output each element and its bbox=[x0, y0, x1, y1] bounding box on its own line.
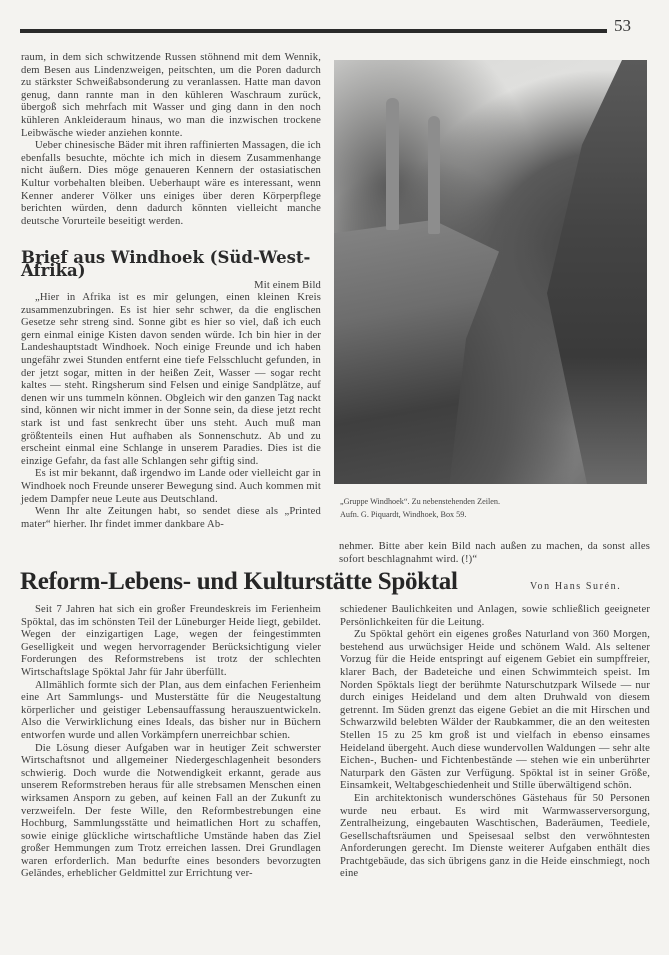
caption-line: „Gruppe Windhoek“. Zu nebenstehenden Zeilen. bbox=[340, 497, 501, 506]
photo-figure bbox=[428, 116, 440, 234]
windhoek-subheading: Mit einem Bild bbox=[254, 279, 321, 291]
paragraph: Ein architektonisch wunderschönes Gästehaus für 50 Personen wurde neu erbaut. Es wird mit Warmwasserversorgung, Zentralheizung, eingebauten Waschtischen, Baderäumen, Teediele, Gesellschaftsräumen und Speisesaal selbst den verwöhntesten Anforderungen gerecht. Im Dienste weiterer Aufgaben enthält dies Prachtgebäude, das sich übrigens ganz in die Heide einschmiegt, noch eine bbox=[340, 792, 650, 880]
article-right-column bbox=[340, 604, 650, 881]
header-rule bbox=[20, 29, 607, 33]
paragraph: nehmer. Bitte aber kein Bild nach außen zu machen, da sonst alles sofort beschlagnahmt wird. (!)“ bbox=[339, 541, 650, 565]
article-byline: Von Hans Surén. bbox=[530, 581, 622, 592]
photo-figure bbox=[386, 98, 399, 230]
windhoek-photo bbox=[334, 60, 647, 484]
paragraph: Die Lösung dieser Aufgaben war in heutiger Zeit schwerster Wirtschaftsnot und allgemeiner Niedergeschlagenheit besonders schwierig. Doch wurde die Notwendigkeit erkannt, gerade aus unserem Reformstreben heraus für alle strebsamen Menschen einen wirksamen Ansporn zu geben, auf keinen Fall an der Zukunft zu verzweifeln. Der feste Wille, den Reformbestrebungen eine Hochburg, Sammlungsstätte und heimatlichen Hort zu schaffen, sowie einige glückliche wirtschaftliche Umstände haben das Ziel großer Hemmungen zum Trotz erreichen lassen. Drei Grundlagen waren erforderlich. Man bedurfte eines besonders bevorzugten Geländes, erheblicher Geldmittel zur Errichtung ver- bbox=[21, 742, 321, 880]
paragraph: Wenn Ihr alte Zeitungen habt, so sendet diese als „Printed mater“ hierher. Ihr findet immer dankbare Ab- bbox=[21, 506, 321, 530]
paragraph: Es ist mir bekannt, daß irgendwo im Lande oder vielleicht gar in Windhoek noch Freunde unserer Bewegung sind. Auch kommen mit jedem Dampfer neue Leute aus Deutschland. bbox=[21, 468, 321, 505]
windhoek-heading: Brief aus Windhoek (Süd-West-Afrika) bbox=[21, 248, 311, 280]
windhoek-continuation bbox=[339, 541, 650, 566]
paragraph: schiedener Baulichkeiten und Anlagen, sowie schließlich geeigneter Persönlichkeiten für die Leitung. bbox=[340, 604, 650, 628]
article-title: Reform-Lebens- und Kulturstätte Spöktal bbox=[20, 568, 458, 595]
article-left-column bbox=[21, 604, 321, 881]
paragraph: Zu Spöktal gehört ein eigenes großes Naturland von 360 Morgen, bestehend aus urwüchsiger Heide und schönem Wald. Als seltener Vorzug für die Heide entspringt auf eigenem Gebiet ein sumpffreier, klarer Bach, der Badeteiche und einen Schwimmteich speist. Im Norden Spöktals liegt der berühmte Naturschutzpark Wilsede — nur durch einiges Heideland und dem alten Druhwald von diesem getrennt. Im Süden grenzt das eigene Gebiet an die mit Hirschen und Schwarzwild belebten Wälder der Raubkammer, die an den weitesten Stellen 15 zu 25 km groß ist und vielfach in ebenso einsames Heideland übergeht. Auch diese wundervollen Waldungen — sehr alte Eichen-, Buchen- und Fichtenbestände — stehen wie ein unberührter Naturpark den Gästen zur Verfügung. Spöktal ist in seiner Größe, Einsamkeit, Weltabgeschiedenheit und Stille überwältigend schön. bbox=[340, 629, 650, 792]
paragraph: Allmählich formte sich der Plan, aus dem einfachen Ferienheim eine Art Sammlungs- und Musterstätte für die Neugestaltung körperlicher und geistiger Lebensauffassung herauszuentwickeln. Also die Verwirklichung eines Ideals, das bisher nur in Büchern entworfen wurde und allen Vorkämpfern unerreichbar schien. bbox=[21, 679, 321, 741]
paragraph: Ueber chinesische Bäder mit ihren raffinierten Massagen, die ich ebenfalls besuchte, möchte ich mich in diesem Zusammenhange nicht äußern. Dies möge genaueren Kennern der ostasiatischen Kultur vorbehalten bleiben. Ueberhaupt wäre es interessant, wenn Kenner anderer Völker uns einiges über deren Körperpflege berichten würden, denn dadurch könnten vielleicht manche deutsche Vorurteile beseitigt werden. bbox=[21, 140, 321, 227]
paragraph: „Hier in Afrika ist es mir gelungen, einen kleinen Kreis zusammenzubringen. Es ist hier sehr schwer, da die englischen Gesetze sehr streng sind. Sonne gibt es hier so viel, daß ich euch gern einmal einige Kisten davon senden würde. Ich bin hier in der Landeshauptstadt Windhoek. Noch einige Freunde und ich haben ungefähr zwei Stunden entfernt eine tiefe Felsschlucht gefunden, in der jetzt sogar, mitten in der heißen Zeit, Wasser — sogar recht kaltes — steht. Ringsherum sind Felsen und einige Sandplätze, auf denen wir uns tummeln können. Obgleich wir den ganzen Tag nackt sind, können wir nicht immer in der Sonne sein, da diese jetzt recht stark ist und fast senkrecht über uns steht. Auch muß man größtenteils einen Hut aufhaben als Sonnenschutz. Ab und zu erscheint einmal eine Schlange in unserem Paradies. Dies ist die einzige Gefahr, da fast alle Schlangen sehr giftig sind. bbox=[21, 292, 321, 467]
caption-line: Aufn. G. Piquardt, Windhoek, Box 59. bbox=[340, 510, 467, 519]
photo-rock-left bbox=[334, 220, 499, 484]
photo-caption bbox=[340, 495, 650, 521]
paragraph: Seit 7 Jahren hat sich ein großer Freundeskreis im Ferienheim Spöktal, das im schönsten Teil der Lüneburger Heide liegt, gebildet. Wegen der einzigartigen Lage, wegen der feingestimmten Geselligkeit und wegen hervorragender Berücksichtigung vieler Forderungen des Reformstrebens ist trotz der schlechten Wirtschaftslage Spöktal Jahr für Jahr überfüllt. bbox=[21, 604, 321, 678]
page-number: 53 bbox=[614, 16, 631, 35]
photo-rock-right bbox=[547, 60, 647, 484]
paragraph: raum, in dem sich schwitzende Russen stöhnend mit dem Wennik, dem Besen aus Lindenzweigen, peitschten, um die Poren dadurch zu stärkster Schweißabsonderung zu veranlassen. Hatte man davon genug, dann rannte man in den kühleren Waschraum zurück, übergoß sich mehrfach mit Wasser und ging dann in den noch kühleren Ankleideraum hinaus, wo man die inzwischen trockene Leibwäsche wieder anziehen konnte. bbox=[21, 52, 321, 139]
left-column-top bbox=[21, 52, 321, 531]
